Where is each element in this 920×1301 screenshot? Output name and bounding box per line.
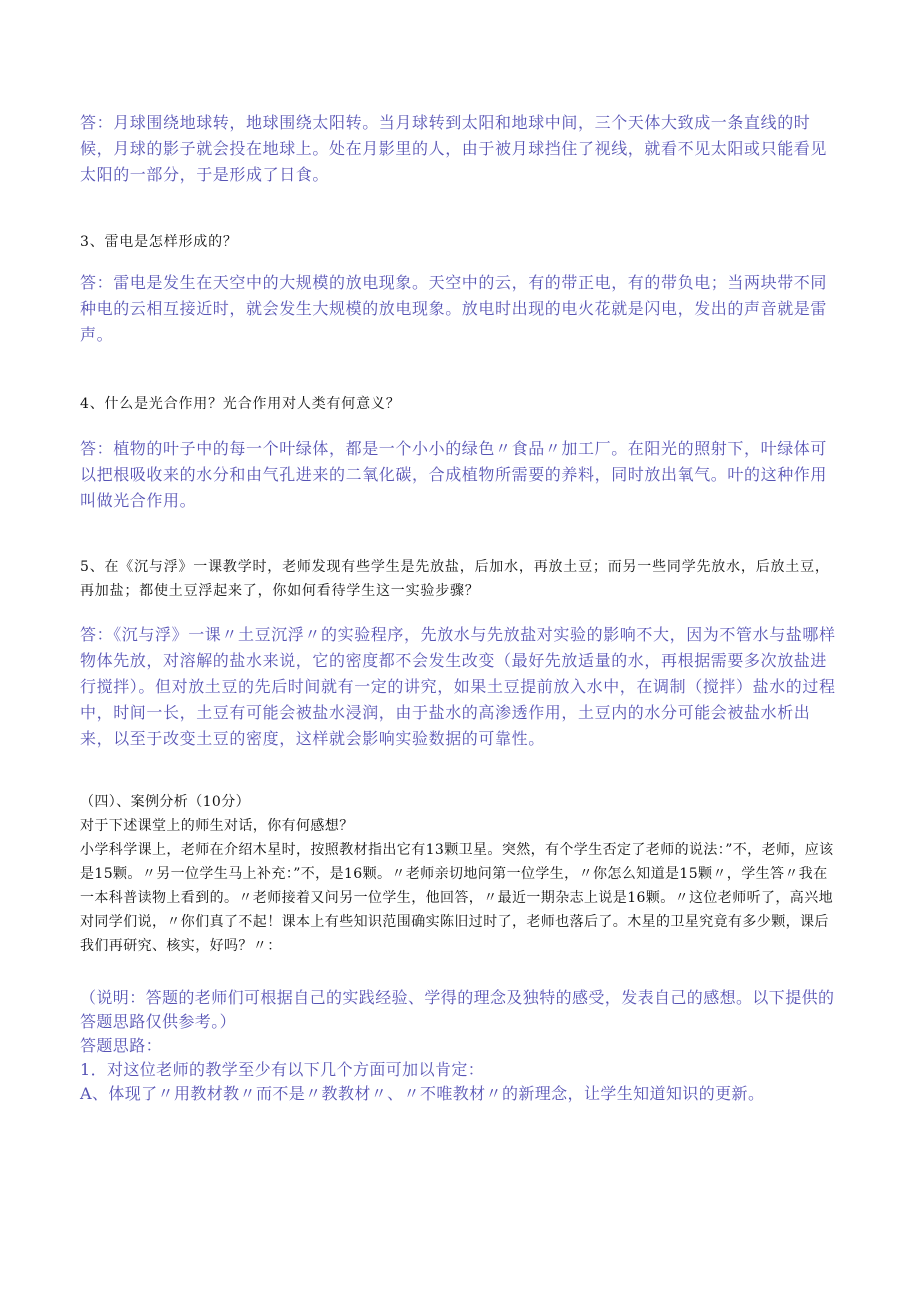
note-text: （说明：答题的老师们可根据自己的实践经验、学得的理念及独特的感受，发表自己的感想。以下提供的答题思路仅供参考。） <box>80 988 835 1031</box>
point-1: 1．对这位老师的教学至少有以下几个方面可加以肯定： <box>80 1060 485 1079</box>
section-title: （四）、案例分析（10分） <box>80 794 251 810</box>
answer-outline-title: 答题思路： <box>80 1036 163 1055</box>
question-4: 4、什么是光合作用？光合作用对人类有何意义？ <box>80 396 401 412</box>
case-analysis-section <box>80 790 840 958</box>
answer-5: 答：《沉与浮》一课〃土豆沉浮〃的实验程序，先放水与先放盐对实验的影响不大，因为不管水与盐哪样物体先放，对溶解的盐水来说，它的密度都不会发生改变（最好先放适量的水，再根据需要多次放盐进行搅拌）。但对放土豆的先后时间就有一定的讲究，如果土豆提前放入水中，在调制（搅拌）盐水的过程中，时间一长，土豆有可能会被盐水浸润，由于盐水的高渗透作用，土豆内的水分可能会被盐水析出来，以至于改变土豆的密度，这样就会影响实验数据的可靠性。 <box>80 625 836 748</box>
case-text: 小学科学课上，老师在介绍木星时，按照教材指出它有13颗卫星。突然，有个学生否定了老师的说法：”不，老师，应该是15颗。〃另一位学生马上补充：”不，是16颗。〃老师亲切地问第一位学生，〃你怎么知道是15颗〃，学生答〃我在一本科普读物上看到的。〃老师接着又问另一位学生，他回答，〃最近一期杂志上说是16颗。〃这位老师听了，高兴地对同学们说，〃你们真了不起！课本上有些知识范围确实陈旧过时了，老师也落后了。木星的卫星究竟有多少颗，课后我们再研究、核实，好吗？〃： <box>80 842 834 954</box>
answer-outline <box>80 1034 840 1106</box>
answer-3: 答：雷电是发生在天空中的大规模的放电现象。天空中的云，有的带正电，有的带负电；当两块带不同种电的云相互接近时，就会发生大规模的放电现象。放电时出现的电火花就是闪电，发出的声音就是雷声。 <box>80 273 828 344</box>
point-a: A、体现了〃用教材教〃而不是〃教教材〃、〃不唯教材〃的新理念，让学生知道知识的更新。 <box>80 1084 765 1103</box>
case-prompt: 对于下述课堂上的师生对话，你有何感想？ <box>80 818 354 834</box>
question-5: 5、在《沉与浮》一课教学时，老师发现有些学生是先放盐，后加水，再放土豆；而另一些同学先放水，后放土豆，再加盐；都使土豆浮起来了，你如何看待学生这一实验步骤？ <box>80 559 830 599</box>
question-3: 3、雷电是怎样形成的？ <box>80 234 238 250</box>
answer-4: 答：植物的叶子中的每一个叶绿体，都是一个小小的绿色〃食品〃加工厂。在阳光的照射下，叶绿体可以把根吸收来的水分和由气孔进来的二氧化碳，合成植物所需要的养料，同时放出氧气。叶的这种作用叫做光合作用。 <box>80 439 828 510</box>
answer-eclipse: 答：月球围绕地球转，地球围绕太阳转。当月球转到太阳和地球中间，三个天体大致成一条直线的时候，月球的影子就会投在地球上。处在月影里的人，由于被月球挡住了视线，就看不见太阳或只能看见太阳的一部分，于是形成了日食。 <box>80 113 828 184</box>
